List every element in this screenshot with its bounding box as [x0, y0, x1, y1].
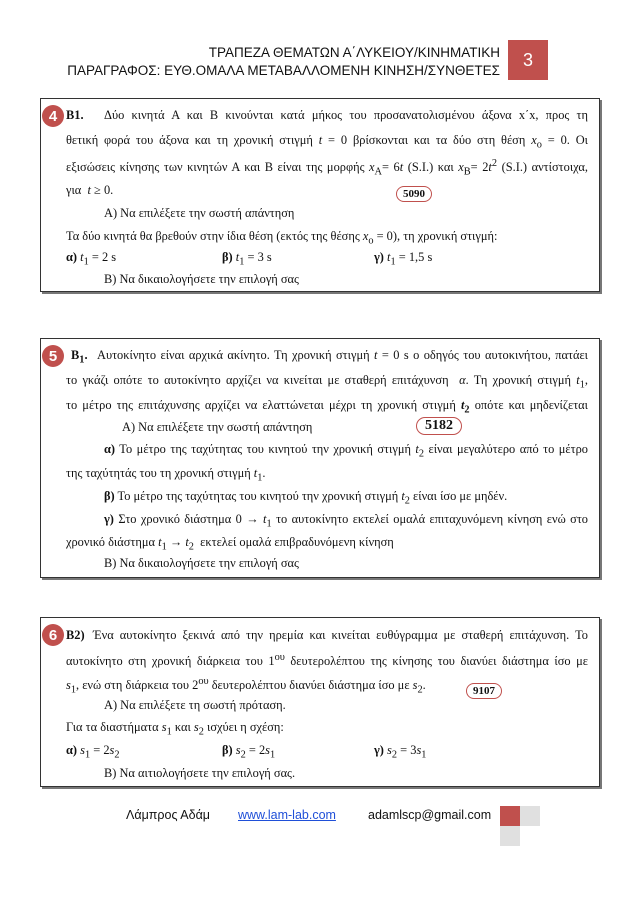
- footer-accent-square: [500, 806, 520, 826]
- q4-line-4: για t ≥ 0.: [66, 183, 114, 197]
- q5-task-b: Β) Να δικαιολογήσετε την επιλογή σας: [104, 556, 299, 570]
- footer-website-link[interactable]: www.lam-lab.com: [238, 808, 336, 822]
- q6-task-a: Α) Να επιλέξετε τη σωστή πρόταση.: [104, 698, 286, 712]
- q6-option-c: γ) $s_2 = 3s_1$: [374, 743, 427, 761]
- footer-email: adamlscp@gmail.com: [368, 808, 492, 822]
- q4-label: Β1.: [66, 108, 84, 122]
- q4-code-badge: 5090: [396, 186, 432, 202]
- question-number-5: 5: [42, 345, 64, 367]
- page-number: 3: [508, 40, 548, 80]
- footer-light-square-below: [500, 826, 520, 846]
- q5-line-3: το μέτρο της επιτάχυνσης αρχίζει να ελαττώνεται μέχρι τη χρονική στιγμή $t_2$ οπότε και μηδενίζεται: [66, 398, 588, 416]
- q6-line-3: $s_1$, ενώ στη διάρκεια του $2^{o\upsilon}$ δευτερολέπτου διανύει διάστημα ίσο με $s_2$.: [66, 676, 426, 696]
- q4-option-a: α) $t_1 = 2$ s: [66, 250, 117, 268]
- q5-option-c-1: γ) Στο χρονικό διάστημα $0 \to t_1$ το αυτοκίνητο εκτελεί ομαλά επιταχυνόμενη κίνηση ενώ στο: [104, 512, 588, 530]
- q6-option-a: α) $s_1 = 2s_2$: [66, 743, 120, 761]
- q4-option-c: γ) $t_1 = 1,5$ s: [374, 250, 433, 268]
- header-line-1: ΤΡΑΠΕΖΑ ΘΕΜΑΤΩΝ Α΄ΛΥΚΕΙΟΥ/ΚΙΝΗΜΑΤΙΚΗ: [208, 45, 500, 60]
- q5-option-a-2: της ταχύτητάς του τη χρονική στιγμή $t_1$.: [66, 466, 266, 484]
- q6-option-b: β) $s_2 = 2s_1$: [222, 743, 276, 761]
- q5-code-badge: 5182: [416, 417, 462, 435]
- q4-task-b: Β) Να δικαιολογήσετε την επιλογή σας: [104, 272, 299, 286]
- footer-light-square-right: [520, 806, 540, 826]
- q5-option-c-2: χρονικό διάστημα $t_1 \to t_2$ εκτελεί ομαλά επιβραδυνόμενη κίνηση: [66, 535, 394, 553]
- q6-code-badge: 9107: [466, 683, 502, 699]
- q5-line-1: Αυτοκίνητο είναι αρχικά ακίνητο. Τη χρονική στιγμή t = 0 s ο οδηγός του αυτοκινήτου, πατάει: [97, 348, 588, 362]
- q5-task-a: Α) Να επιλέξετε την σωστή απάντηση: [122, 420, 313, 434]
- question-number-4: 4: [42, 105, 64, 127]
- q4-line-2: θετική φορά του άξονα και τη χρονική στιγμή t = 0 βρίσκονται και τα δύο στη θέση $x_o = 0$. Οι: [66, 133, 589, 151]
- q6-line-1: Ένα αυτοκίνητο ξεκινά από την ηρεμία και κινείται ευθύγραμμα με σταθερή επιτάχυνση. Το: [93, 628, 588, 642]
- q6-task-b: Β) Να αιτιολογήσετε την επιλογή σας.: [104, 766, 296, 780]
- q4-line-1: Δύο κινητά Α και Β κινούνται κατά μήκος του προσανατολισμένου άξονα x΄x, προς τη: [104, 108, 588, 122]
- q6-label: Β2): [66, 628, 85, 642]
- question-number-6: 6: [42, 624, 64, 646]
- header-line-2: ΠΑΡΑΓΡΑΦΟΣ: ΕΥΘ.ΟΜΑΛΑ ΜΕΤΑΒΑΛΛΟΜΕΝΗ ΚΙΝΗΣΗ/ΣΥΝΘΕΤΕΣ: [67, 63, 500, 78]
- question-box-4: [40, 98, 600, 292]
- q5-option-a-1: α) Το μέτρο της ταχύτητας του κινητού την χρονική στιγμή $t_2$ είναι μεγαλύτερο από το μέτρο: [104, 442, 588, 460]
- q4-prompt: Τα δύο κινητά θα βρεθούν στην ίδια θέση (εκτός της θέσης $x_o = 0$), τη χρονική στιγμή:: [66, 229, 498, 247]
- q4-option-b: β) $t_1 = 3$ s: [222, 250, 272, 268]
- q6-line-2: αυτοκίνητο στη χρονική διάρκεια του $1^{o\upsilon}$ δευτερολέπτου της κίνησης του διανύει διάστημα ίσο με: [66, 652, 588, 669]
- q5-option-b: β) Το μέτρο της ταχύτητας του κινητού την χρονική στιγμή $t_2$ είναι ίσο με μηδέν.: [104, 489, 508, 507]
- footer-author: Λάμπρος Αδάμ: [126, 808, 210, 822]
- q6-prompt: Για τα διαστήματα $s_1$ και $s_2$ ισχύει η σχέση:: [66, 720, 284, 738]
- q4-task-a: Α) Να επιλέξετε την σωστή απάντηση: [104, 206, 295, 220]
- q5-label: $B_1$.: [71, 348, 88, 366]
- q4-line-3: εξισώσεις κίνησης των κινητών Α και Β είναι της μορφής $x_A= 6t$ (S.I.) και $x_B= 2t^2$ (S.I.) αντίστοιχα,: [66, 158, 589, 178]
- q5-line-2: το γκάζι οπότε το αυτοκίνητο αρχίζει να κινείται με σταθερή επιτάχυνση α. Τη χρονική στιγμή $t_1$,: [66, 373, 588, 391]
